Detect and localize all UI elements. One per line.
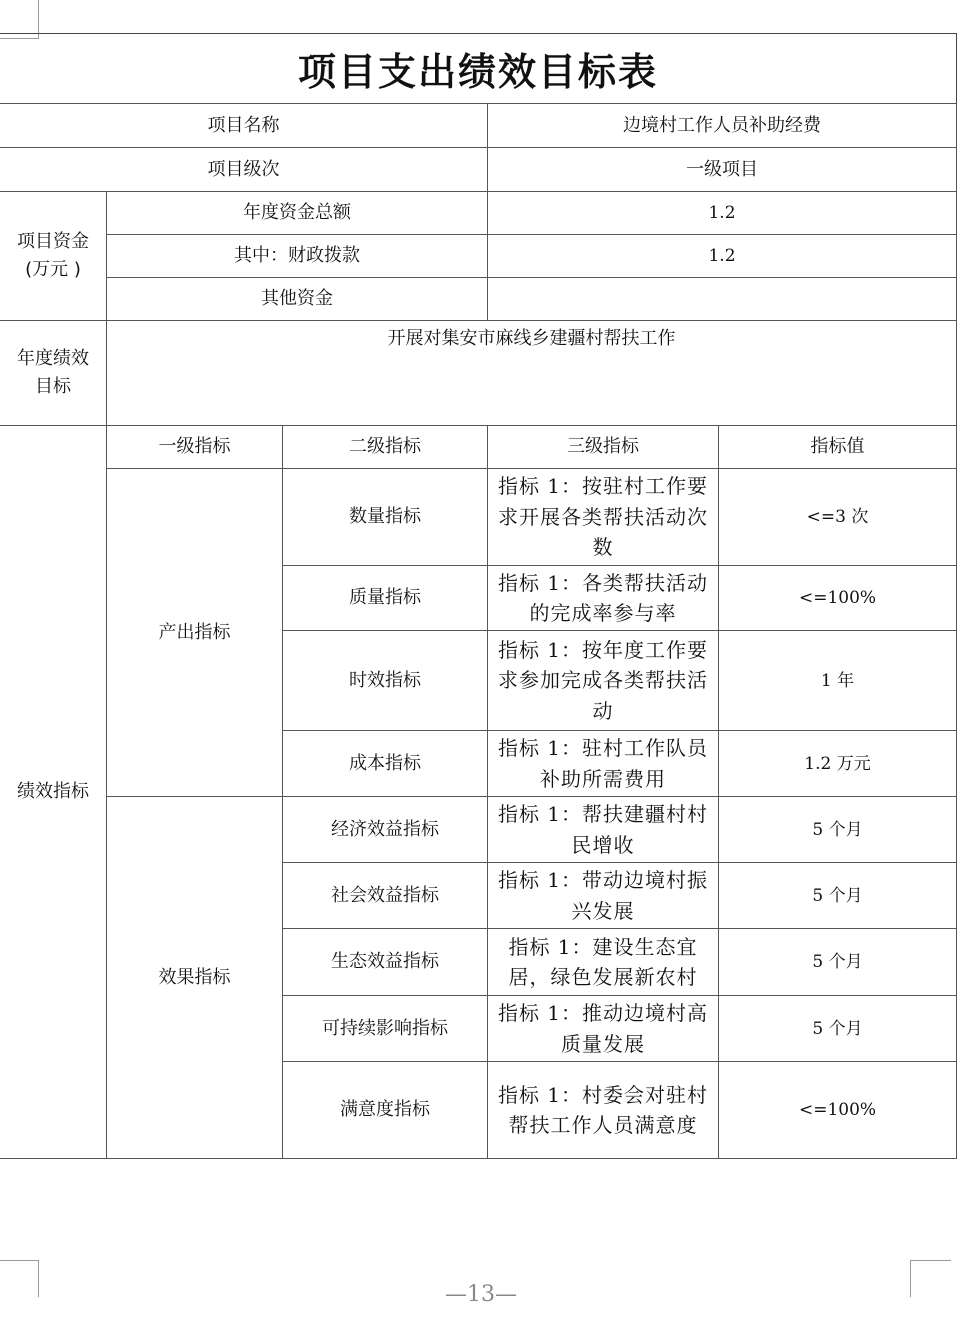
indicator-value-cell: 5 个月: [718, 796, 957, 862]
funds-other-label: 其他资金: [106, 277, 487, 320]
level3-cell: 指标 1：按年度工作要求参加完成各类帮扶活动: [487, 630, 718, 730]
indicator-value-cell: 5 个月: [718, 862, 957, 928]
header-value: 指标值: [718, 425, 957, 468]
indicator-value-cell: 5 个月: [718, 928, 957, 995]
level1-effect: 效果指标: [106, 796, 282, 1159]
indicator-value-cell: <=100%: [718, 1061, 957, 1159]
indicator-value-cell: <=3 次: [718, 468, 957, 565]
indicator-value-cell: 5 个月: [718, 995, 957, 1061]
header-level2: 二级指标: [282, 425, 487, 468]
project-name-label: 项目名称: [0, 103, 487, 147]
level1-output: 产出指标: [106, 468, 282, 796]
level3-cell: 指标 1：推动边境村高质量发展: [487, 995, 718, 1061]
funds-fiscal-value: 1.2: [487, 234, 957, 277]
level2-cell: 数量指标: [282, 468, 487, 565]
page-number: —13—: [445, 1282, 517, 1307]
level2-cell: 质量指标: [282, 565, 487, 630]
level3-cell: 指标 1：驻村工作队员补助所需费用: [487, 730, 718, 796]
indicator-value-cell: <=100%: [718, 565, 957, 630]
level3-cell: 指标 1：帮扶建疆村村民增收: [487, 796, 718, 862]
indicators-label: 绩效指标: [0, 425, 106, 1159]
funds-fiscal-label: 其中：财政拨款: [106, 234, 487, 277]
level2-cell: 可持续影响指标: [282, 995, 487, 1061]
annual-goal-value: 开展对集安市麻线乡建疆村帮扶工作: [106, 320, 957, 425]
level2-cell: 经济效益指标: [282, 796, 487, 862]
level3-cell: 指标 1：按驻村工作要求开展各类帮扶活动次数: [487, 468, 718, 565]
level3-cell: 指标 1：带动边境村振兴发展: [487, 862, 718, 928]
level2-cell: 成本指标: [282, 730, 487, 796]
indicator-value-cell: 1.2 万元: [718, 730, 957, 796]
funds-total-label: 年度资金总额: [106, 191, 487, 234]
funds-total-value: 1.2: [487, 191, 957, 234]
annual-goal-label: 年度绩效 目标: [0, 320, 106, 425]
level3-cell: 指标 1：村委会对驻村帮扶工作人员满意度: [487, 1061, 718, 1159]
level3-cell: 指标 1：建设生态宜居，绿色发展新农村: [487, 928, 718, 995]
funds-other-value: [487, 277, 957, 320]
performance-goal-table: [0, 33, 957, 1159]
header-level3: 三级指标: [487, 425, 718, 468]
level2-cell: 社会效益指标: [282, 862, 487, 928]
level2-cell: 生态效益指标: [282, 928, 487, 995]
level2-cell: 满意度指标: [282, 1061, 487, 1159]
page-title: 项目支出绩效目标表: [0, 33, 957, 103]
project-level-value: 一级项目: [487, 147, 957, 191]
indicator-value-cell: 1 年: [718, 630, 957, 730]
level2-cell: 时效指标: [282, 630, 487, 730]
project-name-value: 边境村工作人员补助经费: [487, 103, 957, 147]
level3-cell: 指标 1：各类帮扶活动的完成率参与率: [487, 565, 718, 630]
header-level1: 一级指标: [106, 425, 282, 468]
funds-label: 项目资金 (万元 ): [0, 191, 106, 320]
project-level-label: 项目级次: [0, 147, 487, 191]
